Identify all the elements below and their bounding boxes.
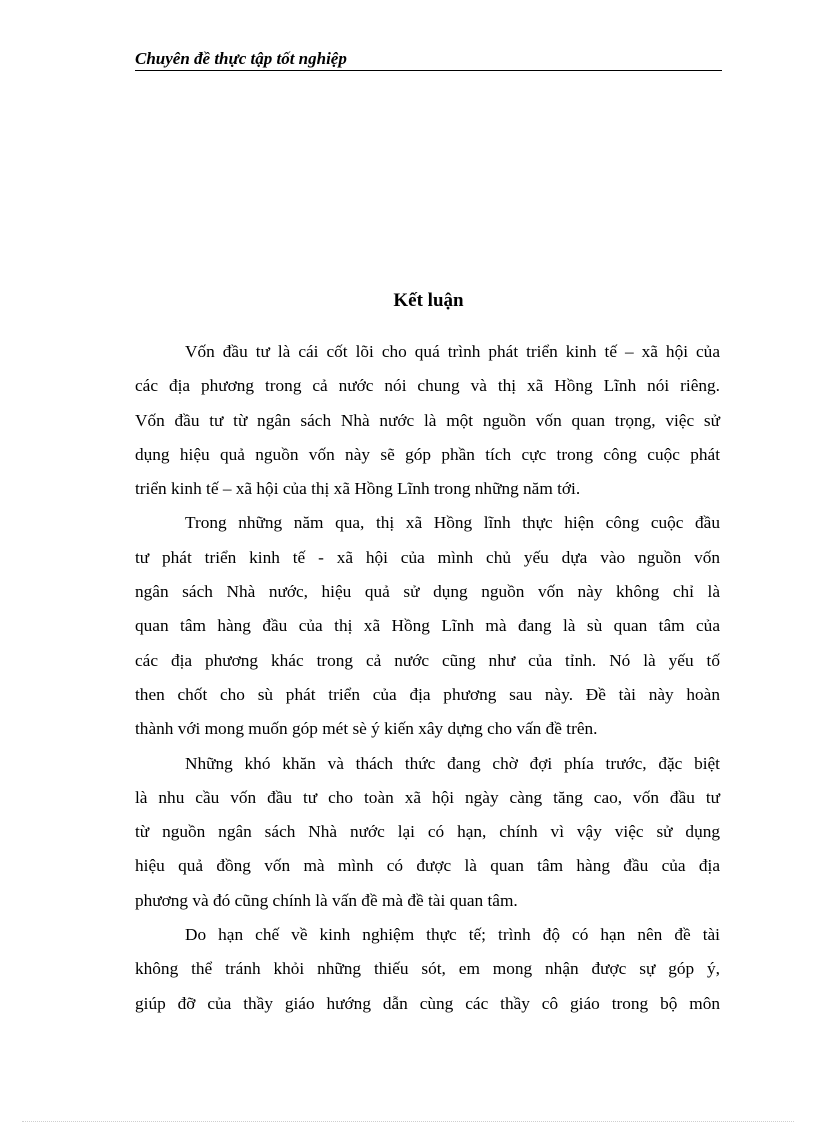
text-line: phương và đó cũng chính là vấn đề mà đề tài quan tâm. [135,890,518,910]
text-line: Vốn đầu tư từ ngân sách Nhà nước là một nguồn vốn quan trọng, việc sử [135,410,720,430]
text-line: hiệu quả đồng vốn mà mình có được là quan tâm hàng đầu của địa [135,856,720,876]
text-line: triển kinh tế – xã hội của thị xã Hồng Lĩnh trong những năm tới. [135,479,581,499]
text-line: tư phát triển kinh tế - xã hội của mình chủ yếu dựa vào nguồn vốn [135,547,720,567]
text-line: quan tâm hàng đầu của thị xã Hồng Lĩnh mà đang là sù quan tâm của [135,616,720,636]
text-line: các địa phương trong cả nước nói chung và thị xã Hồng Lĩnh nói riêng. [135,376,720,396]
body-text [135,335,720,1021]
text-line: giúp đỡ của thầy giáo hướng dẫn cùng các thầy cô giáo trong bộ môn [135,993,720,1013]
paragraph-4 [135,918,720,1021]
page-bottom-divider [22,1121,794,1122]
text-line: Những khó khăn và thách thức đang chờ đợi phía trước, đặc biệt [185,753,720,773]
text-line: thành với mong muốn góp mét sè ý kiến xây dựng cho vấn đề trên. [135,719,598,739]
text-line: then chốt cho sù phát triển của địa phương sau này. Đề tài này hoàn [135,684,720,704]
text-line: dụng hiệu quả nguồn vốn này sẽ góp phần tích cực trong công cuộc phát [135,444,720,464]
text-line: từ nguồn ngân sách Nhà nước lại có hạn, chính vì vậy việc sử dụng [135,822,720,842]
paragraph-2 [135,506,720,746]
text-line: các địa phương khác trong cả nước cũng như của tỉnh. Nó là yếu tố [135,650,720,670]
text-line: Do hạn chế về kinh nghiệm thực tế; trình độ có hạn nên đề tài [185,925,720,945]
paragraph-3 [135,747,720,918]
running-header: Chuyên đề thực tập tốt nghiệp [135,48,722,71]
text-line: không thể tránh khỏi những thiếu sót, em mong nhận được sự góp ý, [135,959,720,979]
text-line: ngân sách Nhà nước, hiệu quả sử dụng nguồn vốn này không chỉ là [135,582,720,602]
text-line: Vốn đầu tư là cái cốt lõi cho quá trình phát triển kinh tế – xã hội của [185,342,720,361]
text-line: là nhu cầu vốn đầu tư cho toàn xã hội ngày càng tăng cao, vốn đầu tư [135,787,720,807]
section-title: Kết luận [393,290,464,311]
paragraph-1 [135,335,720,506]
text-line: Trong những năm qua, thị xã Hồng lĩnh thực hiện công cuộc đầu [185,513,720,533]
